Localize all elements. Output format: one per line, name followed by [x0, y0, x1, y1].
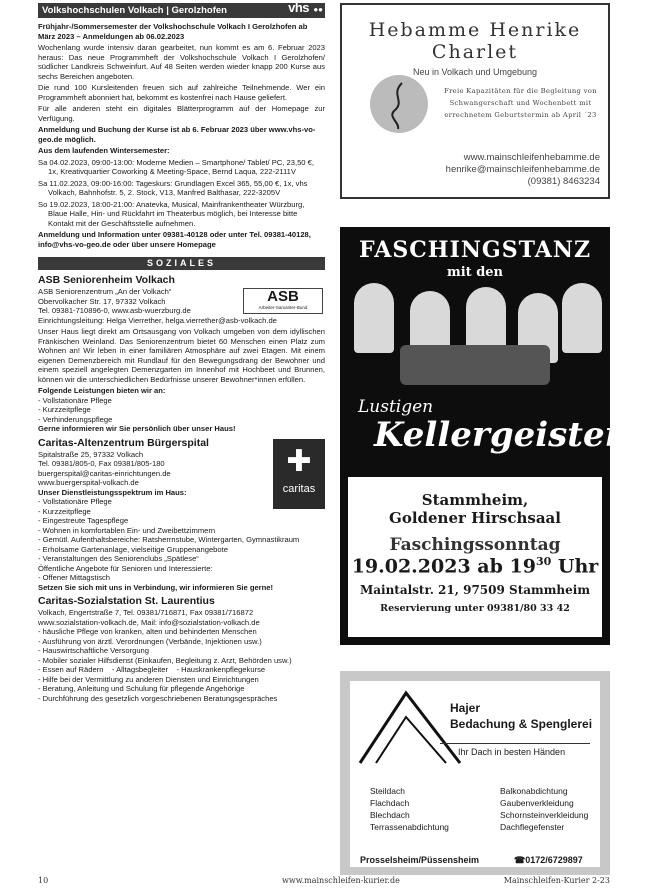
hajer-service: Terrassenabdichtung	[370, 822, 449, 832]
asb-address-line: Einrichtungsleitung: Helga Vierrether, helga.vierrether@asb-volkach.de	[38, 315, 277, 325]
asb-title: ASB Seniorenheim Volkach	[38, 274, 175, 286]
hajer-service: Gaubenverkleidung	[500, 798, 574, 808]
asb-logo-sub: Arbeiter-Samariter-Bund	[258, 305, 308, 310]
left-column	[38, 0, 325, 703]
hebamme-title: Hebamme Henrike Charlet	[368, 19, 582, 63]
vhs-closing: Anmeldung und Information unter 09381-40128 oder unter Tel. 09381-40128, info@vhs-vo-geo.de oder über unsere Homepage	[38, 230, 311, 249]
fasching-date-line	[348, 555, 602, 577]
hajer-service: Schornsteinverkleidung	[500, 810, 589, 820]
ad-fasching	[340, 227, 647, 645]
vhs-p5: Aus dem laufenden Wintersemester:	[38, 146, 170, 155]
hajer-services-right	[500, 785, 588, 833]
hajer-company1: Hajer	[450, 701, 481, 715]
vhs-p4: Anmeldung und Buchung der Kurse ist ab 6. Februar 2023 über www.vhs-vo-geo.de möglich.	[38, 125, 316, 144]
asb-block	[38, 274, 325, 434]
course-item: So 19.02.2023, 18:00-21:00: Anatevka, Musical, Mainfrankentheater Würzburg, Blaue Halle, Hin- und Rückfahrt im Theaterbus möglich, bei Interesse bitte Kontakt mit der Geschäftsstelle aufnehmen.	[38, 199, 305, 228]
sl-service: - Essen auf Rädern - Alltagsbegleiter - Hauskrankenpflegekurse	[38, 665, 266, 674]
hebamme-contact	[446, 152, 600, 188]
hebamme-text: Freie Kapazitäten für die Begleitung von Schwangerschaft und Wochenbett mit errechnetem Geburtstermin ab April ´23	[444, 87, 597, 119]
vhs-p2: Die rund 100 Kursleitenden freuen sich auf zahlreiche Teilnehmende. Wer ein Programmheft abonniert hat, bekommt es kostenfrei nach Hause geliefert.	[38, 83, 325, 102]
hajer-service: Balkonabdichtung	[500, 786, 568, 796]
bs-service: - Veranstaltungen des Seniorenclubs „Spätlese“	[38, 554, 199, 563]
fasching-place: Stammheim,	[421, 491, 529, 509]
bs-service: - Wohnen in komfortablen Ein- und Zweibettzimmern	[38, 525, 216, 535]
fasching-title: FASCHINGSTANZ	[358, 237, 592, 263]
bs-service: - Kurzzeitpflege	[38, 506, 91, 516]
fasching-reservation: Reservierung unter 09381/80 33 42	[380, 603, 570, 615]
caritas-logo-text: caritas	[282, 482, 316, 495]
asb-address-line: Tel. 09381-710896-0, www.asb-wuerzburg.de	[38, 306, 191, 315]
hajer-service: Blechdach	[370, 810, 410, 820]
vhs-logo-dots-icon: ●● ●●	[313, 5, 323, 24]
sl-service: - Ausführung von ärztl. Verordnungen (Verbände, Injektionen usw.)	[38, 636, 262, 646]
vhs-header-title: Volkshochschulen Volkach | Gerolzhofen	[42, 4, 227, 16]
bs-closing: Setzen Sie sich mit uns in Verbindung, wir informieren Sie gerne!	[38, 582, 274, 592]
asb-text: Unser Haus liegt direkt am Ortsausgang von Volkach umgeben von dem idyllischen Fränkischen Weinland. Das Seniorenzentrum bietet 60 Menschen einen Platz zum Wohnen an! Wir leben in einer familiären Atmosphäre auf zwei Etagen. Mit einem eigenen Demenzbereich mit Rundlauf für den Bewegungsdrang der Bewohner und einem speziell angelegten Demenzgarten im Innenhof mit Hochbeet und Brunnen, können wir die unterschiedlichen Bedürfnisse unserer Bewohner*innen erfüllen.	[38, 327, 325, 384]
section-soziales: SOZIALES	[38, 257, 325, 270]
ghost-icon	[562, 283, 602, 353]
asb-service: - Vollstationäre Pflege	[38, 395, 112, 405]
sl-service: - Mobiler sozialer Hilfsdienst (Einkaufen, Begleitung z. Arzt, Behörden usw.)	[38, 655, 292, 665]
sl-service: - Hauswirtschaftliche Versorgung	[38, 646, 150, 655]
sl-service: - Beratung, Anleitung und Schulung für pflegende Angehörige	[38, 684, 245, 693]
vhs-logo: vhs	[288, 0, 309, 15]
asb-logo-text: ASB	[267, 288, 299, 305]
fasching-day: Faschingssonntag	[389, 535, 561, 555]
fasching-details	[348, 477, 602, 637]
sl-service: - Durchführung des gesetzlich vorgeschriebenen Beratungsgespräches	[38, 693, 278, 703]
bs-address-line: Spitalstraße 25, 97332 Volkach	[38, 449, 144, 459]
hebamme-subtitle: Neu in Volkach und Umgebung	[412, 67, 538, 77]
fasching-date: 19.02.2023 ab 19	[351, 555, 536, 578]
bs-address-line: Tel. 09381/805-0, Fax 09381/805-180	[38, 459, 165, 468]
asb-logo	[243, 288, 323, 314]
hajer-services-left	[370, 785, 449, 833]
course-item: Sa 04.02.2023, 09:00-13:00: Moderne Medien – Smartphone/ Tablet/ PC, 23,50 €, 1x, Kreativquartier Coworking & Meeting-Space, Bernd Laqua, 222-2111V	[38, 157, 314, 176]
footer-web: www.mainschleifen-kurier.de	[282, 876, 400, 885]
bs-offer-title: Öffentliche Angebote für Senioren und Interessierte:	[38, 563, 213, 573]
hajer-phone: ☎0172/6729897	[514, 855, 583, 865]
buergerspital-block	[38, 437, 325, 593]
bs-service: - Vollstationäre Pflege	[38, 497, 112, 506]
asb-services-title: Folgende Leistungen bieten wir an:	[38, 386, 166, 395]
sl-service: - häusliche Pflege von kranken, alten und behinderten Menschen	[38, 627, 257, 636]
bs-address-line: buergerspital@caritas-einrichtungen.de	[38, 468, 171, 478]
hebamme-phone: (09381) 8463234	[527, 176, 600, 187]
ad-hajer	[340, 671, 610, 875]
sozialstation-title: Caritas-Sozialstation St. Laurentius	[38, 595, 215, 607]
asb-service: - Kurzzeitpflege	[38, 405, 91, 414]
ad-hebamme	[340, 3, 610, 199]
vhs-p3: Für alle anderen steht ein digitales Blätterprogramm auf der Homepage zur Verfügung.	[38, 104, 325, 123]
fasching-time-sup: 30	[535, 555, 552, 568]
sozialstation-block	[38, 595, 325, 703]
hebamme-email: henrike@mainschleifenhebamme.de	[445, 164, 600, 175]
instruments-icon	[400, 345, 550, 385]
hajer-service: Dachflegefenster	[500, 822, 565, 832]
bs-service: - Gemütl. Aufenthaltsbereiche: Ratsherrnstube, Wintergarten, Gymnastikraum	[38, 535, 300, 544]
vhs-intro: Frühjahr-/Sommersemester der Volkshochschule Volkach I Gerolzhofen ab März 2023 – Anmeldungen ab 06.02.2023	[38, 22, 308, 41]
fasching-with: mit den	[446, 265, 504, 280]
hajer-service: Steildach	[370, 786, 405, 796]
fasching-venue: Goldener Hirschsaal	[389, 509, 561, 527]
fasching-kellergeistern: Kellergeistern	[374, 415, 647, 455]
caritas-cross-icon: ✚	[286, 444, 312, 478]
asb-address-line: ASB Seniorenzentrum „An der Volkach“	[38, 287, 172, 296]
sl-address-line: www.sozialstation-volkach.de, Mail: info@sozialstation-volkach.de	[38, 617, 260, 627]
bs-spectrum-title: Unser Dienstleistungsspektrum im Haus:	[38, 487, 187, 497]
fasching-address: Maintalstr. 21, 97509 Stammheim	[359, 583, 591, 598]
caritas-logo	[273, 439, 325, 509]
buergerspital-title: Caritas-Altenzentrum Bürgerspital	[38, 436, 209, 449]
hajer-slogan: Ihr Dach in besten Händen	[458, 747, 566, 757]
course-item: Sa 11.02.2023, 09:00-16:00: Tageskurs: Grundlagen Excel 365, 55,00 €, 1x, vhs Volkach, Bahnhofstr. 5, 2. Stock, V13, Manfred Balthasar, 222-3205V	[38, 178, 308, 197]
vhs-header	[38, 0, 325, 24]
footer-issue: Mainschleifen-Kurier 2-23	[503, 876, 610, 885]
asb-service: - Verhinderungspflege	[38, 414, 113, 424]
ghost-icon	[354, 283, 394, 353]
hebamme-logo-icon	[370, 75, 428, 133]
asb-closing: Gerne informieren wir Sie persönlich über unser Haus!	[38, 424, 236, 433]
hajer-service: Flachdach	[370, 798, 410, 808]
hajer-location: Prosselsheim/Püssensheim	[360, 855, 480, 865]
asb-address-line: Obervolkacher Str. 17, 97332 Volkach	[38, 296, 166, 306]
hebamme-web: www.mainschleifenhebamme.de	[463, 152, 600, 163]
vhs-p1: Wochenlang wurde intensiv daran gearbeitet, nun kommt es am 6. Februar 2023 heraus: Das neue Programmheft der Volkshochschule Volkach I Gerolzhofen/ südlicher Landkreis Schweinfurt. Auf 48 Seiten werden wieder knapp 200 Kurse aus sechs Bereichen angeboten.	[38, 43, 325, 81]
sl-address-line: Volkach, Engertstraße 7, Tel. 09381/716871, Fax 09381/716872	[38, 608, 254, 617]
sl-service: - Hilfe bei der Vermittlung zu anderen Diensten und Einrichtungen	[38, 674, 259, 684]
fasching-uhr: Uhr	[557, 555, 599, 578]
footer-page-number: 10	[38, 876, 49, 885]
hajer-company2: Bedachung & Spenglerei	[450, 717, 593, 731]
fasching-lustigen: Lustigen	[358, 397, 434, 417]
bs-service: - Erholsame Gartenanlage, vielseitige Gruppenangebote	[38, 544, 228, 554]
hajer-inner	[350, 681, 600, 867]
bs-service: - Eingestreute Tagespflege	[38, 516, 129, 525]
bs-offer-item: - Offener Mittagstisch	[38, 573, 111, 582]
bs-address-line: www.buergerspital-volkach.de	[38, 478, 139, 487]
